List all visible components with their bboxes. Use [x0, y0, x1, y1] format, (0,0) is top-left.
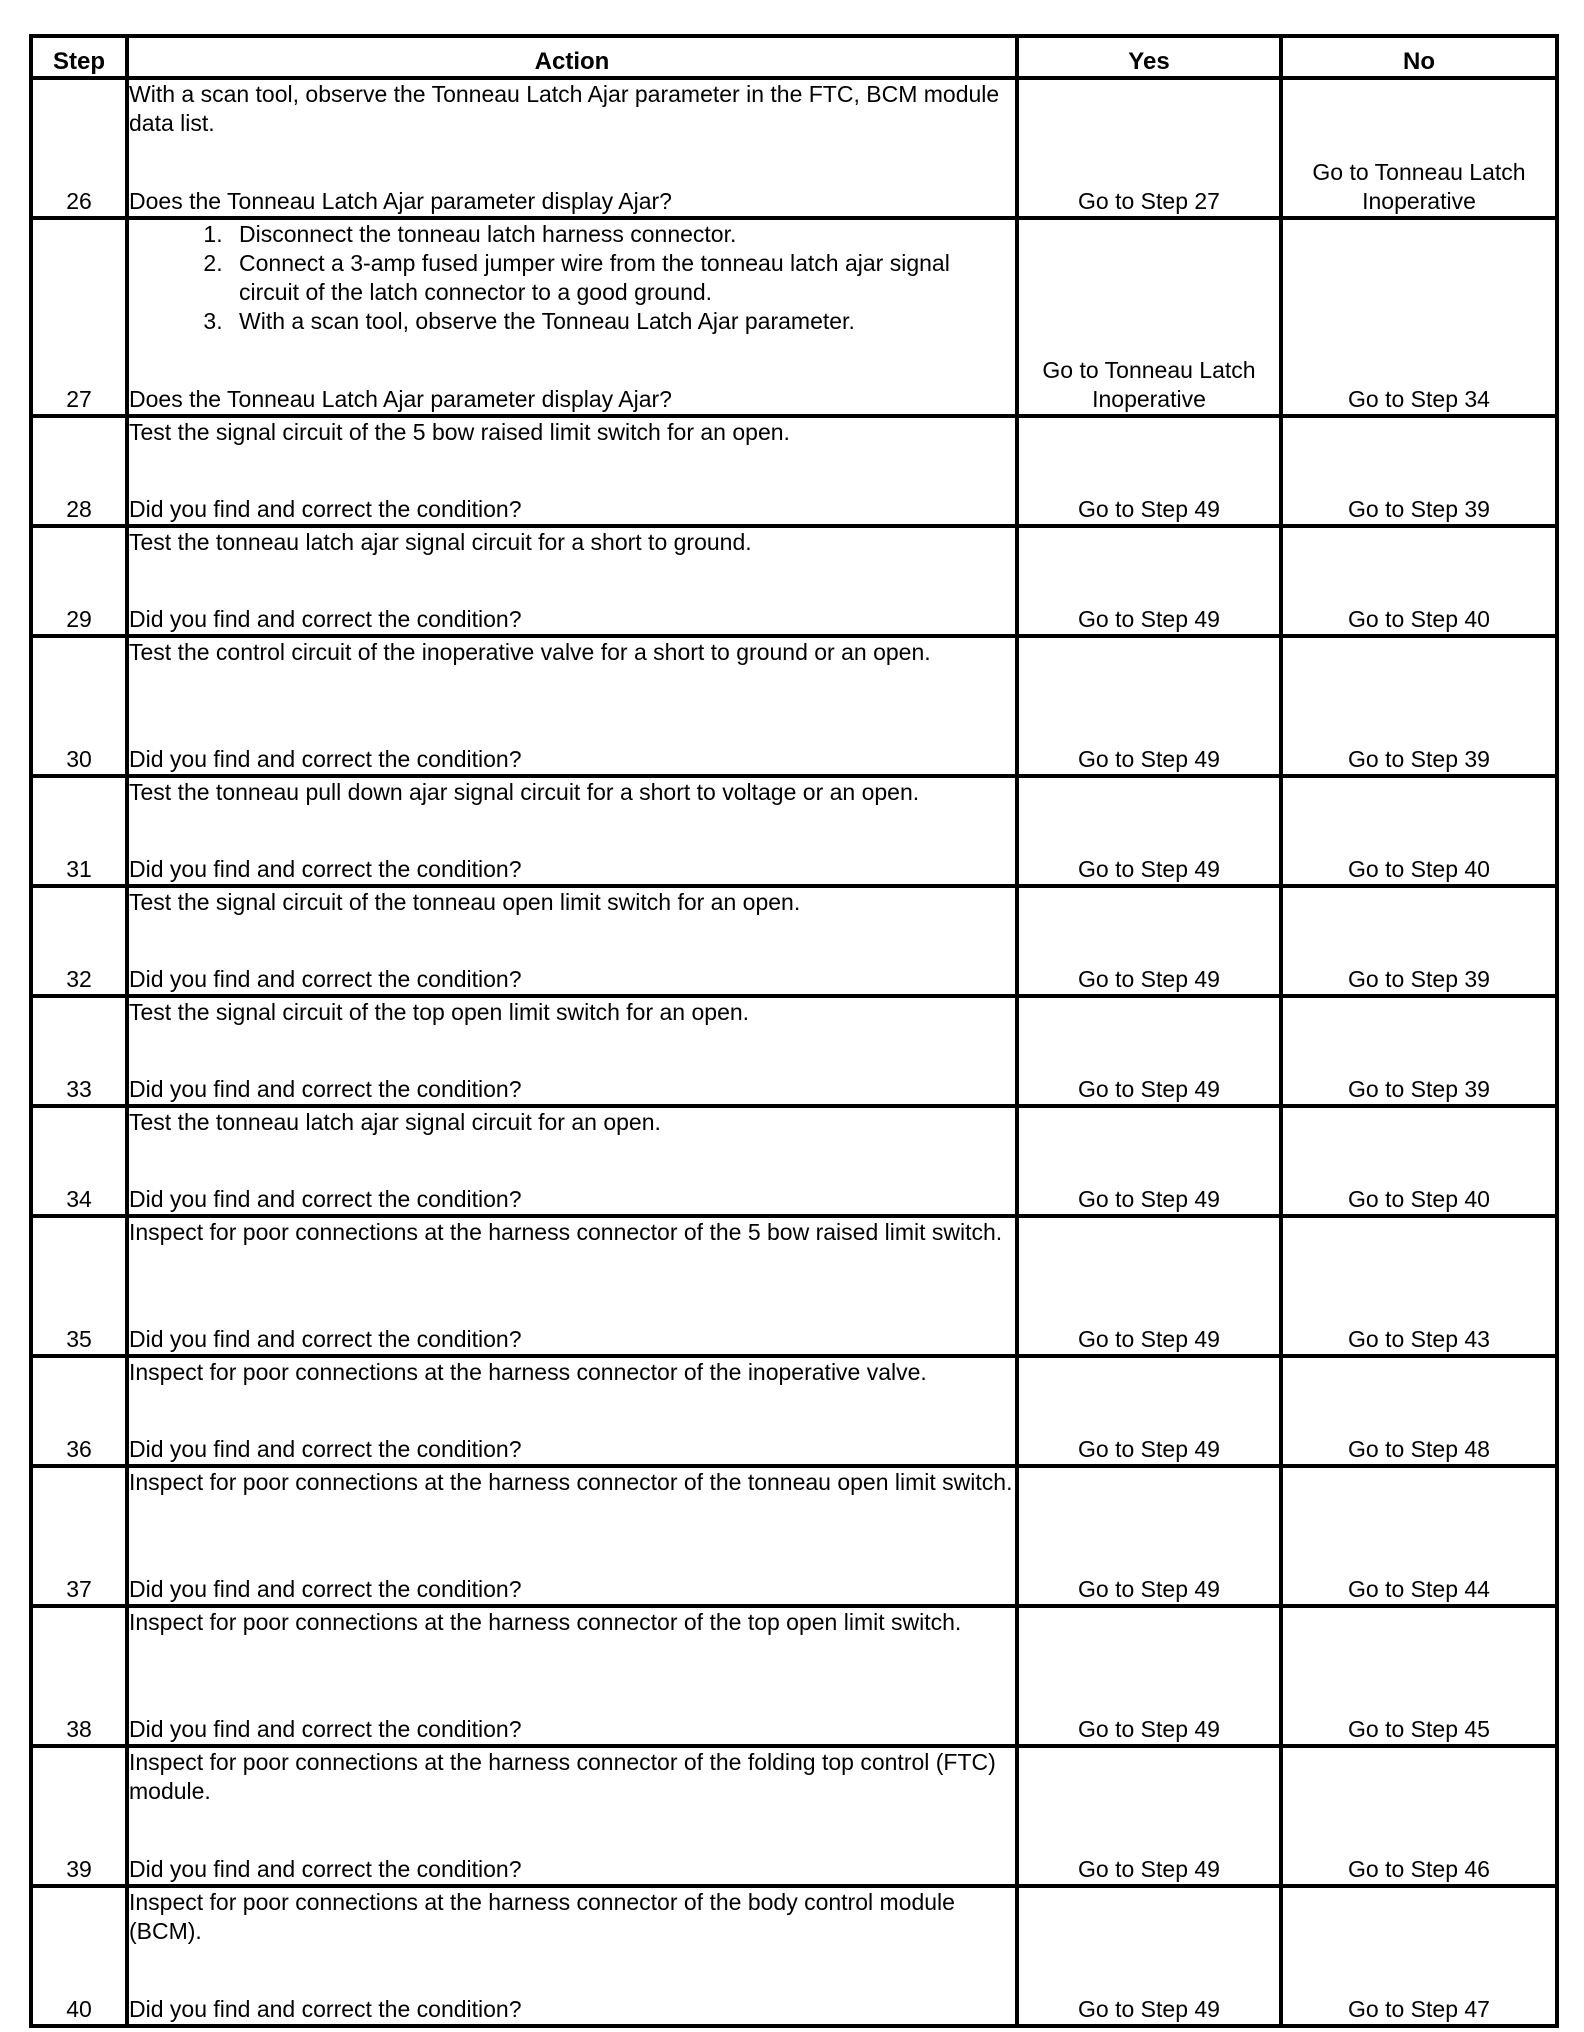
step-number: 32 — [31, 886, 127, 996]
action-question: Did you find and correct the condition? — [129, 966, 522, 992]
action-cell — [127, 526, 1017, 636]
yes-result: Go to Step 49 — [1017, 1466, 1281, 1606]
no-result: Go to Step 39 — [1281, 636, 1557, 776]
step-number: 33 — [31, 996, 127, 1106]
table-row — [31, 1106, 1557, 1216]
step-number: 26 — [31, 78, 127, 218]
no-result: Go to Step 45 — [1281, 1606, 1557, 1746]
yes-result: Go to Step 49 — [1017, 416, 1281, 526]
no-result: Go to Step 48 — [1281, 1356, 1557, 1466]
action-step-item: 1. Disconnect the tonneau latch harness connector. — [229, 220, 1015, 249]
action-step-item: 3. With a scan tool, observe the Tonneau Latch Ajar parameter. — [229, 307, 1015, 336]
header-yes: Yes — [1017, 36, 1281, 78]
step-number: 36 — [31, 1356, 127, 1466]
step-number: 31 — [31, 776, 127, 886]
action-text: Test the tonneau pull down ajar signal circuit for a short to voltage or an open. — [129, 779, 920, 805]
no-result: Go to Step 34 — [1281, 218, 1557, 416]
action-text: Test the signal circuit of the tonneau open limit switch for an open. — [129, 889, 801, 915]
no-result: Go to Step 46 — [1281, 1746, 1557, 1886]
yes-result: Go to Step 49 — [1017, 1606, 1281, 1746]
action-cell — [127, 1356, 1017, 1466]
diagnostic-table — [29, 34, 1559, 2028]
action-question: Did you find and correct the condition? — [129, 1716, 522, 1742]
action-question: Did you find and correct the condition? — [129, 746, 522, 772]
action-text: Test the signal circuit of the top open limit switch for an open. — [129, 999, 750, 1025]
step-number: 30 — [31, 636, 127, 776]
table-row — [31, 886, 1557, 996]
step-number: 28 — [31, 416, 127, 526]
action-question: Did you find and correct the condition? — [129, 1996, 522, 2022]
action-cell — [127, 218, 1017, 416]
action-question: Did you find and correct the condition? — [129, 1326, 522, 1352]
step-number: 29 — [31, 526, 127, 636]
action-text: Test the signal circuit of the 5 bow raised limit switch for an open. — [129, 419, 790, 445]
table-row — [31, 1466, 1557, 1606]
action-text: Inspect for poor connections at the harness connector of the body control module (BCM). — [129, 1889, 955, 1944]
action-question: Did you find and correct the condition? — [129, 496, 522, 522]
action-cell — [127, 416, 1017, 526]
step-number: 27 — [31, 218, 127, 416]
action-cell — [127, 1886, 1017, 2026]
table-row — [31, 996, 1557, 1106]
action-question: Did you find and correct the condition? — [129, 1186, 522, 1212]
step-number: 35 — [31, 1216, 127, 1356]
yes-result: Go to Step 49 — [1017, 526, 1281, 636]
action-cell — [127, 1466, 1017, 1606]
action-text: Inspect for poor connections at the harness connector of the folding top control (FTC) module. — [129, 1749, 996, 1804]
action-question: Did you find and correct the condition? — [129, 1076, 522, 1102]
table-row — [31, 1356, 1557, 1466]
action-cell — [127, 1106, 1017, 1216]
yes-result: Go to Step 49 — [1017, 996, 1281, 1106]
no-result: Go to Step 43 — [1281, 1216, 1557, 1356]
action-text: Test the tonneau latch ajar signal circuit for an open. — [129, 1109, 661, 1135]
action-text: Inspect for poor connections at the harness connector of the inoperative valve. — [129, 1359, 927, 1385]
no-result: Go to Step 39 — [1281, 886, 1557, 996]
action-question: Did you find and correct the condition? — [129, 1436, 522, 1462]
yes-result: Go to Step 49 — [1017, 636, 1281, 776]
step-number: 39 — [31, 1746, 127, 1886]
action-cell — [127, 886, 1017, 996]
no-result: Go to Step 39 — [1281, 416, 1557, 526]
no-result: Go to Step 44 — [1281, 1466, 1557, 1606]
action-text: Inspect for poor connections at the harness connector of the 5 bow raised limit switch. — [129, 1219, 1003, 1245]
action-text: Inspect for poor connections at the harness connector of the top open limit switch. — [129, 1609, 962, 1635]
table-row — [31, 1606, 1557, 1746]
action-text: With a scan tool, observe the Tonneau Latch Ajar parameter in the FTC, BCM module data list. — [129, 81, 1000, 136]
yes-result: Go to Step 49 — [1017, 776, 1281, 886]
action-cell — [127, 1606, 1017, 1746]
action-cell — [127, 1746, 1017, 1886]
no-result: Go to Tonneau Latch Inoperative — [1281, 78, 1557, 218]
yes-result: Go to Step 49 — [1017, 1216, 1281, 1356]
header-row — [31, 36, 1557, 78]
action-text: Test the control circuit of the inoperative valve for a short to ground or an open. — [129, 639, 931, 665]
action-cell — [127, 776, 1017, 886]
action-question: Did you find and correct the condition? — [129, 1856, 522, 1882]
step-number: 38 — [31, 1606, 127, 1746]
table-row — [31, 526, 1557, 636]
table-row — [31, 636, 1557, 776]
table-row — [31, 218, 1557, 416]
header-no: No — [1281, 36, 1557, 78]
diagnostic-table-page — [29, 34, 1555, 2028]
action-question: Does the Tonneau Latch Ajar parameter display Ajar? — [129, 188, 672, 214]
action-question: Did you find and correct the condition? — [129, 606, 522, 632]
yes-result: Go to Step 49 — [1017, 1886, 1281, 2026]
no-result: Go to Step 39 — [1281, 996, 1557, 1106]
action-question: Did you find and correct the condition? — [129, 1576, 522, 1602]
table-row — [31, 1886, 1557, 2026]
no-result: Go to Step 40 — [1281, 526, 1557, 636]
no-result: Go to Step 40 — [1281, 776, 1557, 886]
action-question: Does the Tonneau Latch Ajar parameter display Ajar? — [129, 386, 672, 412]
table-row — [31, 1746, 1557, 1886]
action-cell — [127, 78, 1017, 218]
table-row — [31, 416, 1557, 526]
step-number: 37 — [31, 1466, 127, 1606]
no-result: Go to Step 47 — [1281, 1886, 1557, 2026]
table-row — [31, 1216, 1557, 1356]
header-step: Step — [31, 36, 127, 78]
yes-result: Go to Step 49 — [1017, 1746, 1281, 1886]
no-result: Go to Step 40 — [1281, 1106, 1557, 1216]
table-row — [31, 776, 1557, 886]
action-text: Test the tonneau latch ajar signal circuit for a short to ground. — [129, 529, 752, 555]
yes-result: Go to Step 49 — [1017, 1106, 1281, 1216]
table-row — [31, 78, 1557, 218]
action-cell — [127, 636, 1017, 776]
step-number: 40 — [31, 1886, 127, 2026]
yes-result: Go to Step 49 — [1017, 1356, 1281, 1466]
action-cell — [127, 1216, 1017, 1356]
action-text: Inspect for poor connections at the harness connector of the tonneau open limit switch. — [129, 1469, 1013, 1495]
action-steps-list — [129, 220, 1015, 336]
action-cell — [127, 996, 1017, 1106]
step-number: 34 — [31, 1106, 127, 1216]
yes-result: Go to Tonneau Latch Inoperative — [1017, 218, 1281, 416]
yes-result: Go to Step 49 — [1017, 886, 1281, 996]
header-action: Action — [127, 36, 1017, 78]
action-question: Did you find and correct the condition? — [129, 856, 522, 882]
action-step-item: 2. Connect a 3-amp fused jumper wire from the tonneau latch ajar signal circuit of the latch connector to a good ground. — [229, 249, 1015, 307]
yes-result: Go to Step 27 — [1017, 78, 1281, 218]
